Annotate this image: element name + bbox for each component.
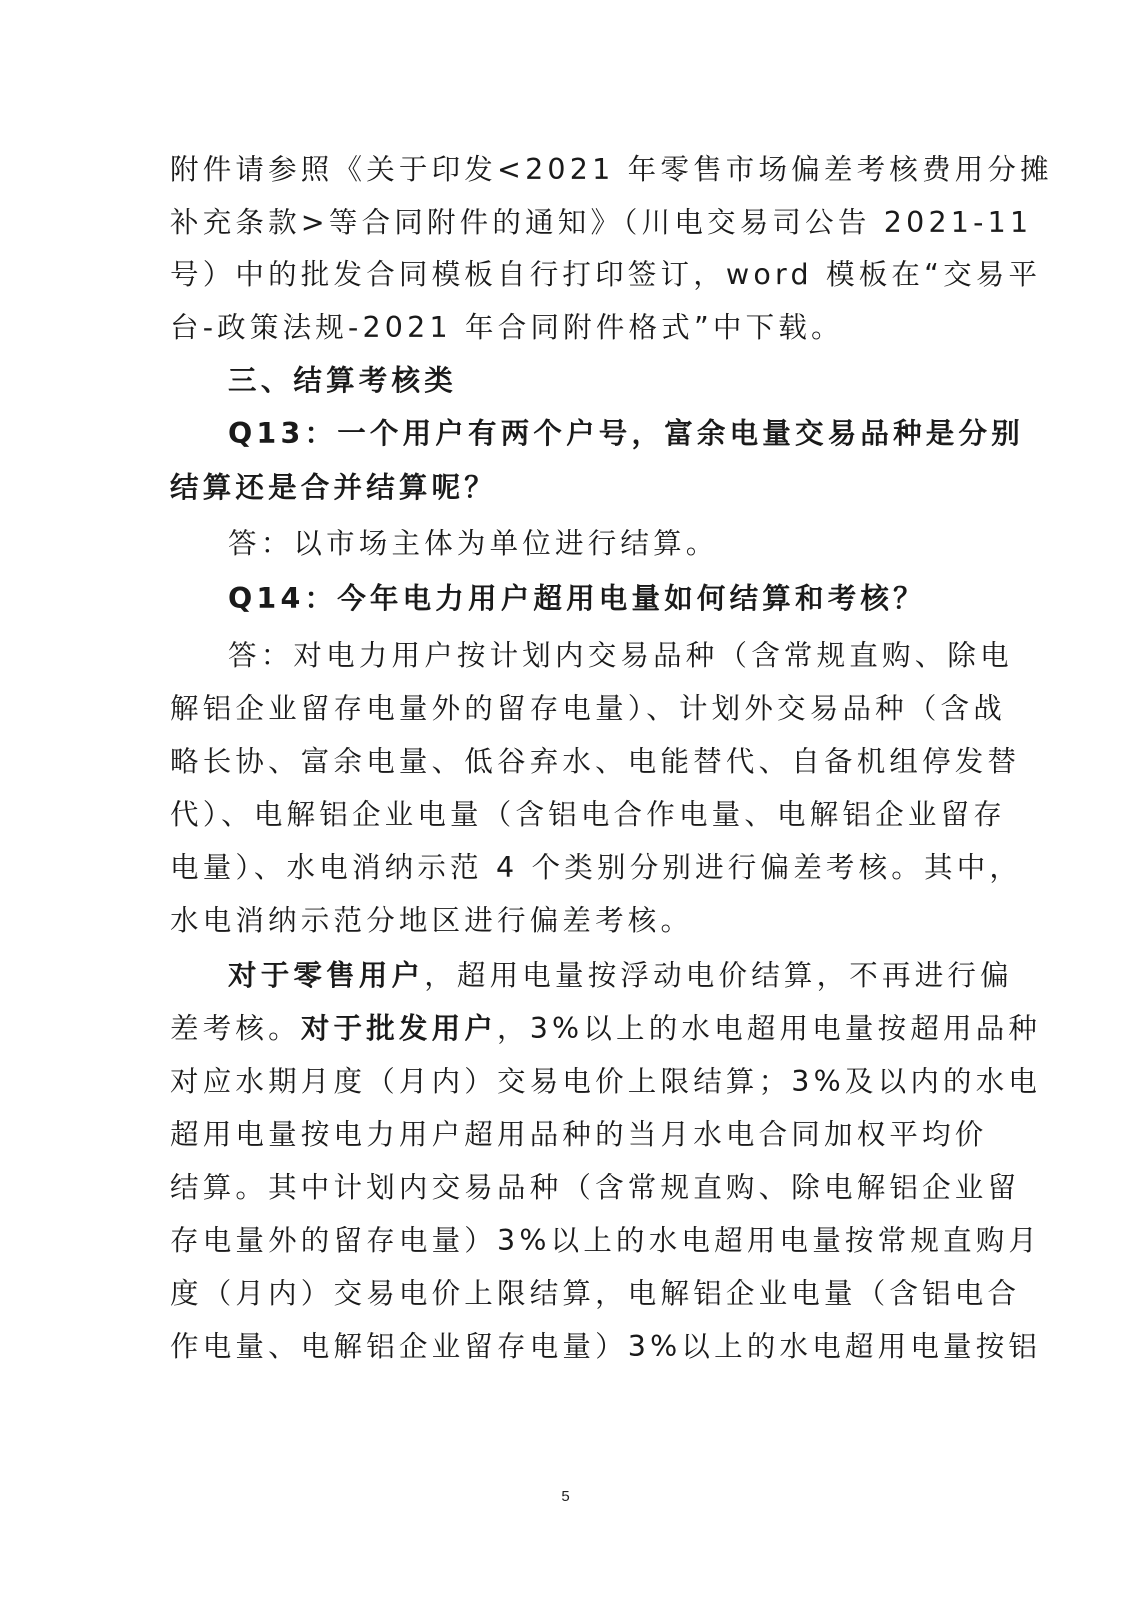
- attachment-paragraph-line-1: 附件请参照《关于印发<2021 年零售市场偏差考核费用分摊: [170, 153, 1053, 186]
- retail-paragraph-line-7: 度（月内）交易电价上限结算，电解铝企业电量（含铝电合: [170, 1277, 1021, 1310]
- attachment-paragraph-line-4: 台-政策法规-2021 年合同附件格式”中下载。: [170, 311, 844, 344]
- retail-users-emphasis: 对于零售用户: [228, 959, 425, 992]
- section-heading: 三、结算考核类: [228, 364, 457, 397]
- retail-paragraph-line-2: [170, 1005, 1042, 1053]
- wholesale-users-emphasis: 对于批发用户: [300, 1012, 498, 1045]
- q14-answer-line-3: 略长协、富余电量、低谷弃水、电能替代、自备机组停发替: [170, 745, 1021, 778]
- retail-paragraph-line-8: 作电量、电解铝企业留存电量）3%以上的水电超用电量按铝: [170, 1330, 1042, 1363]
- attachment-paragraph-line-2: 补充条款>等合同附件的通知》（川电交易司公告 2021-11: [170, 206, 1033, 239]
- q13-question-line-1: Q13：一个用户有两个户号，富余电量交易品种是分别: [228, 417, 1024, 450]
- q13-answer: 答：以市场主体为单位进行结算。: [228, 527, 719, 560]
- retail-paragraph-line-2-text: ，3%以上的水电超用电量按超用品种: [497, 1012, 1042, 1045]
- retail-paragraph-line-2-lead: 差考核。: [170, 1012, 301, 1045]
- q14-question: Q14：今年电力用户超用电量如何结算和考核？: [228, 582, 926, 615]
- q14-answer-line-6: 水电消纳示范分地区进行偏差考核。: [170, 904, 694, 937]
- q13-question-line-2: 结算还是合并结算呢？: [170, 471, 498, 504]
- q14-answer-line-5: 电量）、水电消纳示范 4 个类别分别进行偏差考核。其中，: [170, 851, 1023, 884]
- retail-paragraph-line-3: 对应水期月度（月内）交易电价上限结算；3%及以内的水电: [170, 1065, 1042, 1098]
- retail-paragraph-line-5: 结算。其中计划内交易品种（含常规直购、除电解铝企业留: [170, 1171, 1021, 1204]
- attachment-paragraph-line-3: 号）中的批发合同模板自行打印签订，word 模板在“交易平: [170, 258, 1042, 291]
- retail-paragraph-line-6: 存电量外的留存电量）3%以上的水电超用电量按常规直购月: [170, 1224, 1042, 1257]
- q14-answer-line-2: 解铝企业留存电量外的留存电量）、计划外交易品种（含战: [170, 692, 1006, 725]
- q14-answer-line-1: 答：对电力用户按计划内交易品种（含常规直购、除电: [228, 639, 1013, 672]
- page-number: 5: [561, 1488, 570, 1505]
- retail-paragraph-line-1: [228, 952, 1013, 1000]
- retail-paragraph-line-4: 超用电量按电力用户超用品种的当月水电合同加权平均价: [170, 1118, 988, 1151]
- q14-answer-line-4: 代）、电解铝企业电量（含铝电合作电量、电解铝企业留存: [170, 798, 1006, 831]
- retail-paragraph-line-1-text: ，超用电量按浮动电价结算，不再进行偏: [424, 959, 1013, 992]
